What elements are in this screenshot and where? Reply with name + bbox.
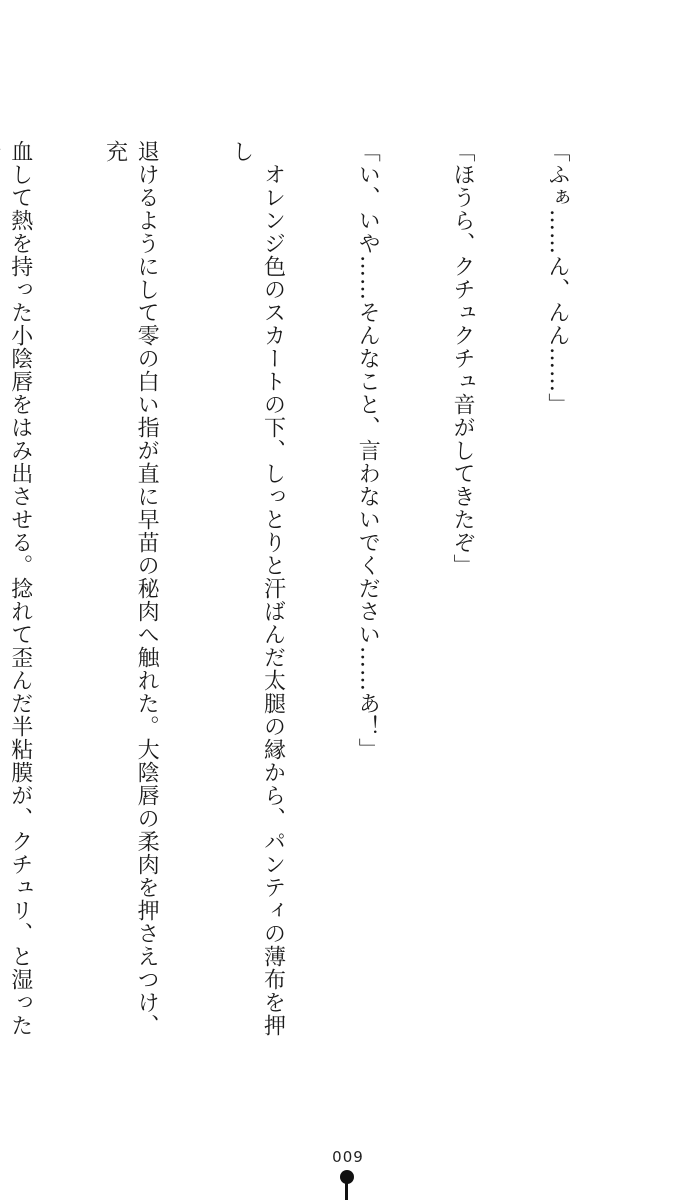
- page-number: 009: [332, 1148, 364, 1166]
- text-line: 「ふぁ……ん、んん……」: [544, 140, 570, 416]
- text-line: 血して熱を持った小陰唇をはみ出させる。捻れて歪んだ半粘膜が、クチュリ、と湿った: [7, 140, 33, 1037]
- page-marker-stem: [345, 1182, 348, 1200]
- vertical-text-body: [0, 140, 636, 1040]
- text-line: オレンジ色のスカートの下、しっとりと汗ばんだ太腿の縁から、パンティの薄布を押し: [228, 140, 286, 1037]
- text-line: 「い、いや……そんなこと、言わないでください……あ！」: [355, 140, 381, 761]
- text-line: 「ほうら、クチュクチュ音がしてきたぞ」: [450, 140, 476, 577]
- text-line: 退けるようにして零の白い指が直に早苗の秘肉へ触れた。大陰唇の柔肉を押さえつけ、充: [102, 140, 160, 1037]
